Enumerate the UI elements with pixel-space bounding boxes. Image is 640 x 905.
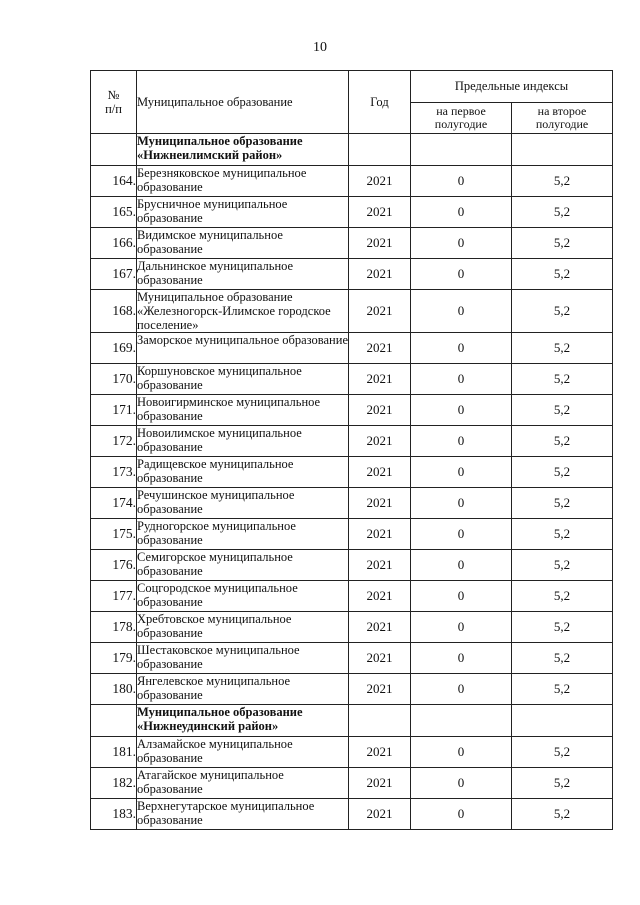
first-half-index: 0 (411, 457, 512, 488)
year-cell: 2021 (349, 799, 411, 830)
first-half-index: 0 (411, 643, 512, 674)
row-number (91, 134, 137, 166)
first-half-index: 0 (411, 333, 512, 364)
first-half-index: 0 (411, 612, 512, 643)
second-half-index: 5,2 (512, 290, 613, 333)
municipality-name: Рудногорское муниципальное образование (137, 519, 349, 550)
first-half-index (411, 134, 512, 166)
row-number (91, 705, 137, 737)
table-header (91, 71, 613, 134)
table-row (91, 737, 613, 768)
first-half-index: 0 (411, 519, 512, 550)
table-row (91, 228, 613, 259)
second-half-index: 5,2 (512, 259, 613, 290)
municipality-name: Коршуновское муниципальное образование (137, 364, 349, 395)
row-number: 165. (91, 197, 137, 228)
table-row (91, 259, 613, 290)
municipality-name: Хребтовское муниципальное образование (137, 612, 349, 643)
row-number: 180. (91, 674, 137, 705)
first-half-index (411, 705, 512, 737)
municipality-name: Верхнегутарское муниципальное образование (137, 799, 349, 830)
municipality-name: Шестаковское муниципальное образование (137, 643, 349, 674)
group-row (91, 134, 613, 166)
year-cell (349, 134, 411, 166)
table-row (91, 457, 613, 488)
table-row (91, 612, 613, 643)
second-half-index: 5,2 (512, 395, 613, 426)
year-cell: 2021 (349, 550, 411, 581)
municipality-name: Соцгородское муниципальное образование (137, 581, 349, 612)
table-row (91, 426, 613, 457)
row-number: 166. (91, 228, 137, 259)
year-cell: 2021 (349, 581, 411, 612)
row-number: 177. (91, 581, 137, 612)
first-half-index: 0 (411, 166, 512, 197)
table-row (91, 197, 613, 228)
table-row (91, 166, 613, 197)
first-half-index: 0 (411, 550, 512, 581)
first-half-index: 0 (411, 426, 512, 457)
first-half-index: 0 (411, 674, 512, 705)
table-row (91, 674, 613, 705)
municipality-name: Дальнинское муниципальное образование (137, 259, 349, 290)
header-second-half: на второе полугодие (512, 102, 613, 134)
second-half-index: 5,2 (512, 166, 613, 197)
municipality-name: Речушинское муниципальное образование (137, 488, 349, 519)
municipality-name: Муниципальное образование «Нижнеилимский район» (137, 134, 349, 166)
year-cell: 2021 (349, 457, 411, 488)
second-half-index: 5,2 (512, 228, 613, 259)
second-half-index: 5,2 (512, 550, 613, 581)
second-half-index: 5,2 (512, 612, 613, 643)
first-half-index: 0 (411, 228, 512, 259)
second-half-index: 5,2 (512, 333, 613, 364)
row-number: 179. (91, 643, 137, 674)
page-number: 10 (313, 40, 327, 55)
second-half-index (512, 134, 613, 166)
second-half-index: 5,2 (512, 674, 613, 705)
year-cell: 2021 (349, 674, 411, 705)
first-half-index: 0 (411, 737, 512, 768)
table-row (91, 799, 613, 830)
table-row (91, 364, 613, 395)
municipality-name: Муниципальное образование «Железногорск-Илимское городское поселение» (137, 290, 349, 333)
table-body (91, 134, 613, 830)
second-half-index: 5,2 (512, 799, 613, 830)
municipality-name: Алзамайское муниципальное образование (137, 737, 349, 768)
municipality-name: Радищевское муниципальное образование (137, 457, 349, 488)
year-cell: 2021 (349, 737, 411, 768)
year-cell: 2021 (349, 333, 411, 364)
row-number: 174. (91, 488, 137, 519)
header-limit-indices: Предельные индексы (411, 71, 613, 103)
table-row (91, 643, 613, 674)
year-cell: 2021 (349, 519, 411, 550)
table-row (91, 290, 613, 333)
limit-indices-table (90, 70, 613, 830)
row-number: 164. (91, 166, 137, 197)
municipality-name: Заморское муниципальное образование (137, 333, 349, 364)
row-number: 173. (91, 457, 137, 488)
first-half-index: 0 (411, 259, 512, 290)
table-row (91, 333, 613, 364)
year-cell: 2021 (349, 166, 411, 197)
municipality-name: Новоигирминское муниципальное образование (137, 395, 349, 426)
second-half-index: 5,2 (512, 643, 613, 674)
table-row (91, 395, 613, 426)
row-number: 170. (91, 364, 137, 395)
first-half-index: 0 (411, 768, 512, 799)
table-row (91, 768, 613, 799)
second-half-index: 5,2 (512, 581, 613, 612)
table-row (91, 519, 613, 550)
row-number: 167. (91, 259, 137, 290)
row-number: 175. (91, 519, 137, 550)
first-half-index: 0 (411, 364, 512, 395)
year-cell: 2021 (349, 488, 411, 519)
municipality-name: Семигорское муниципальное образование (137, 550, 349, 581)
first-half-index: 0 (411, 290, 512, 333)
municipality-name: Видимское муниципальное образование (137, 228, 349, 259)
municipality-name: Новоилимское муниципальное образование (137, 426, 349, 457)
second-half-index: 5,2 (512, 426, 613, 457)
second-half-index: 5,2 (512, 519, 613, 550)
table-row (91, 581, 613, 612)
municipality-name: Муниципальное образование «Нижнеудинский район» (137, 705, 349, 737)
group-row (91, 705, 613, 737)
second-half-index: 5,2 (512, 737, 613, 768)
row-number: 169. (91, 333, 137, 364)
year-cell: 2021 (349, 228, 411, 259)
first-half-index: 0 (411, 488, 512, 519)
row-number: 183. (91, 799, 137, 830)
row-number: 181. (91, 737, 137, 768)
year-cell: 2021 (349, 426, 411, 457)
first-half-index: 0 (411, 197, 512, 228)
first-half-index: 0 (411, 581, 512, 612)
table-row (91, 550, 613, 581)
year-cell: 2021 (349, 768, 411, 799)
municipality-name: Брусничное муниципальное образование (137, 197, 349, 228)
row-number: 178. (91, 612, 137, 643)
first-half-index: 0 (411, 395, 512, 426)
year-cell: 2021 (349, 197, 411, 228)
row-number: 168. (91, 290, 137, 333)
municipality-name: Атагайское муниципальное образование (137, 768, 349, 799)
first-half-index: 0 (411, 799, 512, 830)
municipality-name: Янгелевское муниципальное образование (137, 674, 349, 705)
row-number: 176. (91, 550, 137, 581)
header-year: Год (349, 71, 411, 134)
second-half-index: 5,2 (512, 457, 613, 488)
year-cell: 2021 (349, 612, 411, 643)
row-number: 171. (91, 395, 137, 426)
row-number: 172. (91, 426, 137, 457)
header-first-half: на первое полугодие (411, 102, 512, 134)
year-cell: 2021 (349, 364, 411, 395)
year-cell (349, 705, 411, 737)
municipality-name: Березняковское муниципальное образование (137, 166, 349, 197)
year-cell: 2021 (349, 290, 411, 333)
header-num: № п/п (91, 71, 137, 134)
second-half-index: 5,2 (512, 364, 613, 395)
year-cell: 2021 (349, 395, 411, 426)
table-row (91, 488, 613, 519)
year-cell: 2021 (349, 259, 411, 290)
header-municipality: Муниципальное образование (137, 71, 349, 134)
second-half-index: 5,2 (512, 768, 613, 799)
second-half-index: 5,2 (512, 197, 613, 228)
year-cell: 2021 (349, 643, 411, 674)
row-number: 182. (91, 768, 137, 799)
second-half-index (512, 705, 613, 737)
second-half-index: 5,2 (512, 488, 613, 519)
